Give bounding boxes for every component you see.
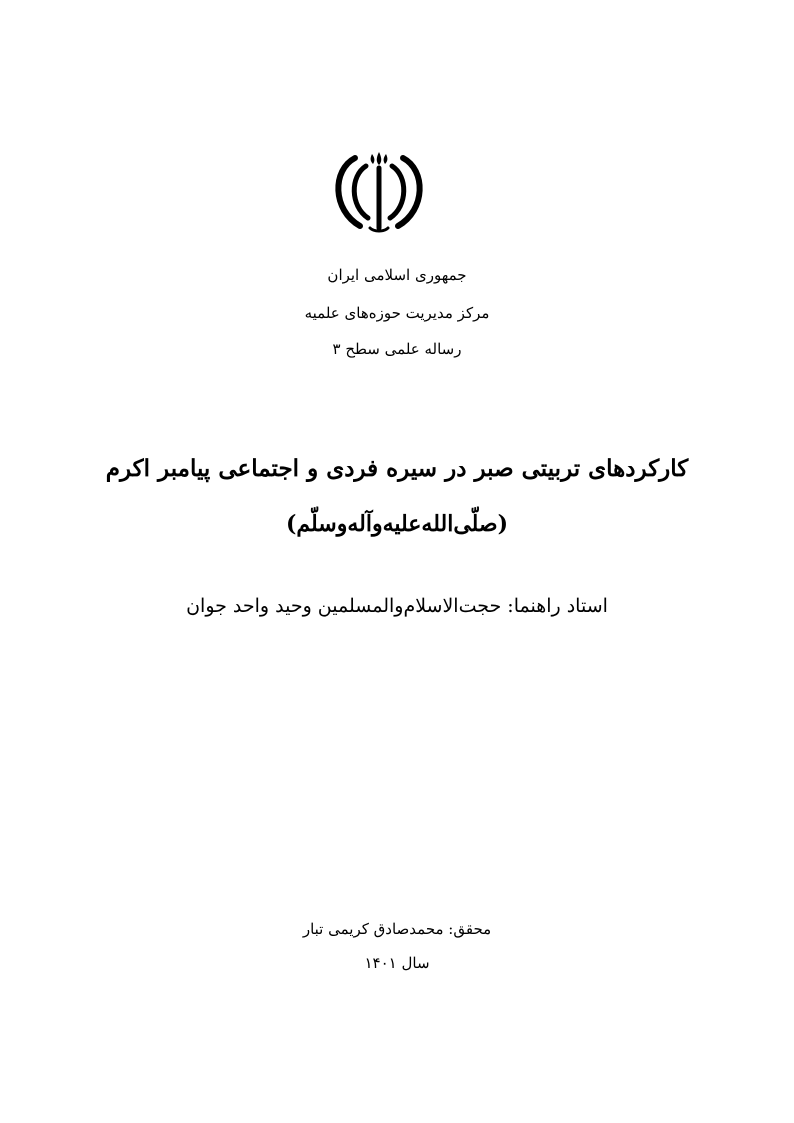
- thesis-title-honorific: (صلّی‌الله‌علیه‌وآله‌وسلّم): [285, 511, 509, 537]
- thesis-title: کارکردهای تربیتی صبر در سیره فردی و اجتماعی پیامبر اکرم: [105, 455, 689, 482]
- thesis-level: رساله علمی سطح ۳: [332, 340, 462, 358]
- iran-emblem-icon: [330, 148, 428, 234]
- researcher-line: محقق: محمدصادق کریمی تبار: [302, 920, 492, 938]
- advisor-line: استاد راهنما: حجت‌الاسلام‌والمسلمین وحید واحد جوان: [186, 595, 608, 617]
- country-name: جمهوری اسلامی ایران: [327, 266, 467, 284]
- organization-name: مرکز مدیریت حوزه‌های علمیه: [304, 304, 490, 322]
- year-line: سال ۱۴۰۱: [364, 954, 430, 972]
